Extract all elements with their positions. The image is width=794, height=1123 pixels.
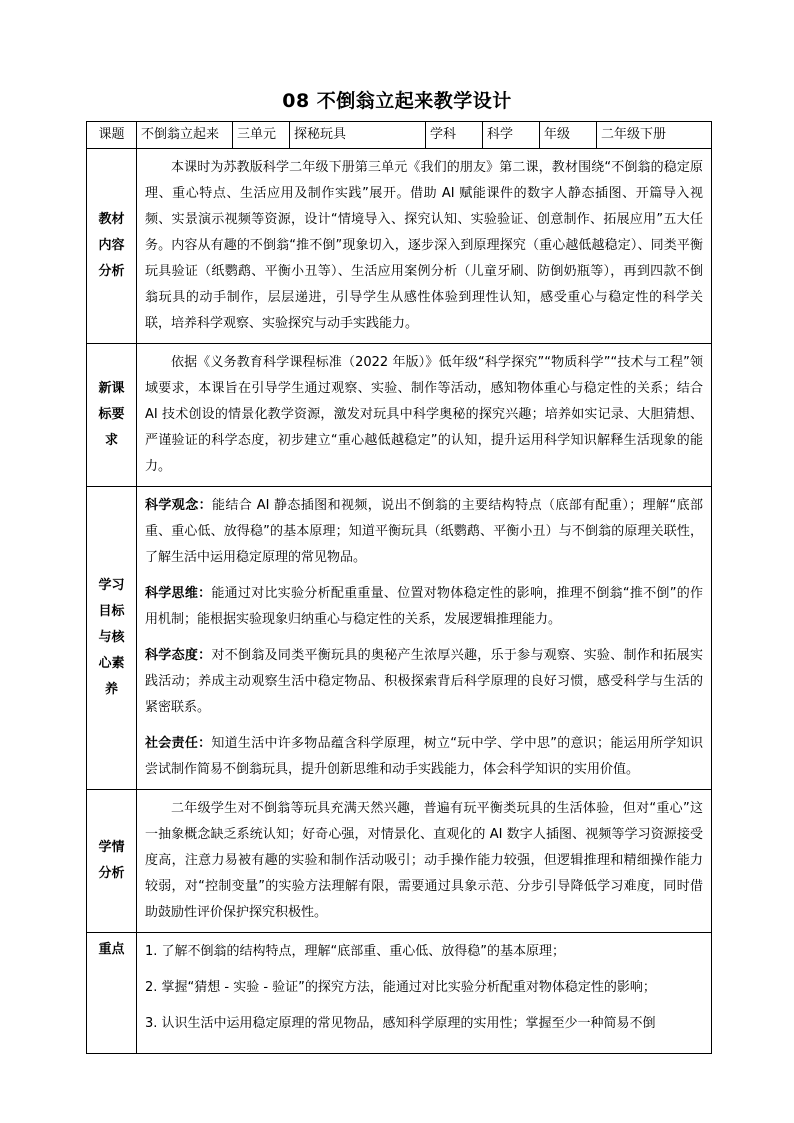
goal-item: 社会责任：知道生活中许多物品蕴含科学原理，树立“玩中学、学中思”的意识；能运用所学知识尝试制作简易不倒翁玩具，提升创新思维和动手实践能力，体会科学知识的实用价值。 [145, 736, 703, 777]
topic-label: 课题 [87, 122, 137, 149]
key-points-row [87, 933, 712, 1054]
key-points-label: 重点 [87, 933, 137, 1054]
goals-label: 学习 目标 与核 心素 养 [87, 487, 137, 790]
material-row [87, 149, 712, 344]
goals-row [87, 487, 712, 790]
subject-value: 科学 [483, 122, 540, 149]
goals-content [137, 487, 712, 790]
unit-name-cell: 探秘玩具 [290, 122, 426, 149]
key-point-item: 1. 了解不倒翁的结构特点，理解“底部重、重心低、放得稳”的基本原理； [145, 944, 566, 959]
standard-content: 依据《义务教育科学课程标准（2022 年版）》低年级“科学探究”“物质科学”“技术与工程”领域要求，本课旨在引导学生通过观察、实验、制作等活动，感知物体重心与稳定性的关系；结合 AI 技术创设的情景化教学资源，激发对玩具中科学奥秘的探究兴趣；培养如实记录、大胆猜想、严谨验证的科学态度，初步建立“重心越低越稳定”的认知，提升运用科学知识解释生活现象的能力。 [137, 344, 712, 487]
grade-label: 年级 [540, 122, 597, 149]
goal-item: 科学观念：能结合 AI 静态插图和视频，说出不倒翁的主要结构特点（底部有配重）；理解“底部重、重心低、放得稳”的基本原理；知道平衡玩具（纸鹦鹉、平衡小丑）与不倒翁的原理关联性，了解生活中运用稳定原理的常见物品。 [145, 498, 703, 565]
standard-label: 新课 标要 求 [87, 344, 137, 487]
goal-item: 科学思维：能通过对比实验分析配重重量、位置对物体稳定性的影响，推理不倒翁“推不倒”的作用机制；能根据实验现象归纳重心与稳定性的关系，发展逻辑推理能力。 [145, 586, 703, 627]
students-content: 二年级学生对不倒翁等玩具充满天然兴趣，普遍有玩平衡类玩具的生活体验，但对“重心”这一抽象概念缺乏系统认知；好奇心强，对情景化、直观化的 AI 数字人插图、视频等学习资源接受度高，注意力易被有趣的实验和制作活动吸引；动手操作能力较强，但逻辑推理和精细操作能力较弱，对“控制变量”的实验方法理解有限，需要通过具象示范、分步引导降低学习难度，同时借助鼓励性评价保护探究积极性。 [137, 790, 712, 933]
material-label: 教材 内容 分析 [87, 149, 137, 344]
students-row [87, 790, 712, 933]
key-point-item: 3. 认识生活中运用稳定原理的常见物品，感知科学原理的实用性；掌握至少一种简易不倒 [145, 1016, 656, 1031]
lesson-plan-table [86, 121, 712, 1054]
document-title: 08 不倒翁立起来教学设计 [282, 90, 512, 112]
key-points-content [137, 933, 712, 1054]
unit-cell: 三单元 [233, 122, 290, 149]
standard-row [87, 344, 712, 487]
header-row [87, 122, 712, 149]
students-label: 学情 分析 [87, 790, 137, 933]
key-point-item: 2. 掌握“猜想 - 实验 - 验证”的探究方法，能通过对比实验分析配重对物体稳定性的影响； [145, 980, 656, 995]
subject-label: 学科 [426, 122, 483, 149]
material-content: 本课时为苏教版科学二年级下册第三单元《我们的朋友》第二课，教材围绕“不倒翁的稳定原理、重心特点、生活应用及制作实践”展开。借助 AI 赋能课件的数字人静态插图、开篇导入视频、实景演示视频等资源，设计“情境导入、探究认知、实验验证、创意制作、拓展应用”五大任务。内容从有趣的不倒翁“推不倒”现象切入，逐步深入到原理探究（重心越低越稳定）、同类平衡玩具验证（纸鹦鹉、平衡小丑等）、生活应用案例分析（儿童牙刷、防倒奶瓶等），再到四款不倒翁玩具的动手制作，层层递进，引导学生从感性体验到理性认知，感受重心与稳定性的科学关联，培养科学观察、实验探究与动手实践能力。 [137, 149, 712, 344]
goal-item: 科学态度：对不倒翁及同类平衡玩具的奥秘产生浓厚兴趣，乐于参与观察、实验、制作和拓展实践活动；养成主动观察生活中稳定物品、积极探索背后科学原理的良好习惯，感受科学与生活的紧密联系。 [145, 648, 703, 715]
grade-value: 二年级下册 [597, 122, 712, 149]
topic-value: 不倒翁立起来 [137, 122, 233, 149]
